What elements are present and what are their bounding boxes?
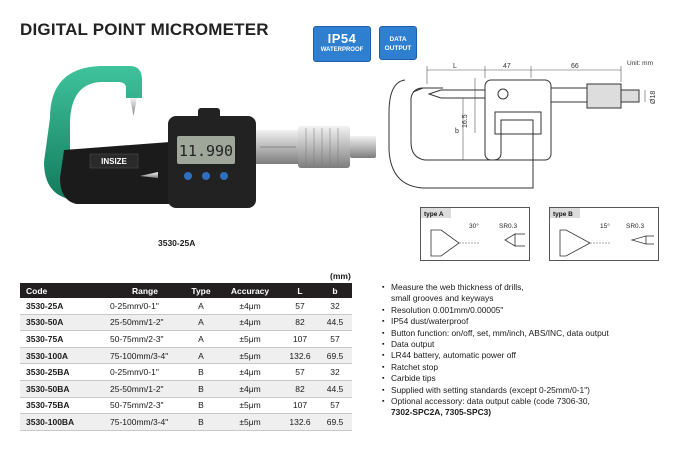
cell-code: 3530-100BA [20, 414, 106, 431]
feature-item-continued: 7302-SPC2A, 7305-SPC3) [391, 407, 492, 418]
table-row [20, 314, 352, 331]
button-1 [184, 172, 192, 180]
cell-b: 57 [318, 331, 352, 348]
cell-range: 50-75mm/2-3" [106, 331, 184, 348]
cell-b: 32 [318, 364, 352, 381]
cell-accuracy: ±4μm [218, 364, 282, 381]
cell-accuracy: ±5μm [218, 414, 282, 431]
anvil-point [130, 98, 137, 116]
cell-type: B [184, 364, 218, 381]
table-header-row [20, 283, 352, 298]
cell-b: 32 [318, 298, 352, 314]
cell-code: 3530-50A [20, 314, 106, 331]
cell-b: 44.5 [318, 380, 352, 397]
header-accuracy: Accuracy [218, 283, 282, 298]
cell-accuracy: ±4μm [218, 380, 282, 397]
cell-code: 3530-75BA [20, 397, 106, 414]
tip-a-angle: 30° [469, 223, 479, 230]
technical-drawing [383, 58, 683, 198]
cell-l: 132.6 [282, 414, 318, 431]
cell-type: A [184, 347, 218, 364]
cell-accuracy: ±5μm [218, 331, 282, 348]
table-row [20, 364, 352, 381]
cell-accuracy: ±5μm [218, 347, 282, 364]
ip54-badge [313, 26, 371, 62]
feature-item-continued: small grooves and keyways [391, 293, 494, 304]
dim-66: 66 [571, 63, 579, 70]
cell-l: 107 [282, 397, 318, 414]
tip-b-radius: SR0.3 [626, 223, 645, 230]
data-output-badge-line1: DATA [389, 36, 407, 43]
dim-16-5: 16.5 [462, 114, 469, 128]
tip-type-b [549, 207, 659, 261]
cell-l: 57 [282, 364, 318, 381]
tip-type-a [420, 207, 530, 261]
feature-item: ▪ Ratchet stop [382, 362, 682, 373]
tip-a-radius: SR0.3 [499, 223, 518, 230]
feature-item: ▪ Measure the web thickness of drills, [382, 282, 682, 293]
cell-accuracy: ±4μm [218, 298, 282, 314]
cell-type: A [184, 331, 218, 348]
dim-18: Ø18 [650, 90, 657, 104]
cell-range: 75-100mm/3-4" [106, 347, 184, 364]
data-output-badge-line2: OUTPUT [384, 45, 412, 52]
header-l: L [282, 283, 318, 298]
cell-accuracy: ±5μm [218, 397, 282, 414]
cell-b: 57 [318, 397, 352, 414]
feature-item: ▪ Resolution 0.001mm/0.00005" [382, 305, 682, 316]
cell-b: 69.5 [318, 414, 352, 431]
cell-code: 3530-75A [20, 331, 106, 348]
feature-list [382, 282, 682, 419]
drawing-lcd [495, 112, 541, 134]
table-row [20, 331, 352, 348]
data-output-badge [379, 26, 417, 60]
ratchet [350, 136, 376, 158]
cell-type: B [184, 397, 218, 414]
cell-code: 3530-25A [20, 298, 106, 314]
display-top-bump [198, 108, 220, 122]
table-row [20, 298, 352, 314]
cell-l: 57 [282, 298, 318, 314]
feature-item: ▪ IP54 dust/waterproof [382, 316, 682, 327]
feature-item: ▪ Optional accessory: data output cable (code 7306-30, [382, 396, 682, 407]
dim-b: b [455, 128, 459, 135]
table-row [20, 397, 352, 414]
cell-range: 25-50mm/1-2" [106, 314, 184, 331]
tip-b-label: type B [553, 211, 573, 218]
cell-type: A [184, 314, 218, 331]
feature-item: ▪ Data output [382, 339, 682, 350]
header-b: b [318, 283, 352, 298]
brand-logo: INSIZE [101, 157, 127, 166]
table-row [20, 380, 352, 397]
ip54-badge-sub: WATERPROOF [320, 47, 364, 53]
table-unit: (mm) [330, 271, 351, 281]
cell-range: 50-75mm/2-3" [106, 397, 184, 414]
cell-l: 82 [282, 314, 318, 331]
table-row [20, 347, 352, 364]
cell-l: 107 [282, 331, 318, 348]
cell-accuracy: ±4μm [218, 314, 282, 331]
cell-code: 3530-100A [20, 347, 106, 364]
cell-b: 44.5 [318, 314, 352, 331]
cell-code: 3530-50BA [20, 380, 106, 397]
table-row [20, 414, 352, 431]
cell-type: A [184, 298, 218, 314]
tip-b-angle: 15° [600, 223, 610, 230]
header-code: Code [20, 283, 106, 298]
cell-range: 0-25mm/0-1" [106, 364, 184, 381]
lcd-value: 11.990 [178, 142, 234, 160]
cell-l: 82 [282, 380, 318, 397]
cell-l: 132.6 [282, 347, 318, 364]
micrometer-photo [30, 58, 380, 233]
feature-item: ▪ Button function: on/off, set, mm/inch, ABS/INC, data output [382, 328, 682, 339]
dim-47: 47 [503, 63, 511, 70]
cell-type: B [184, 414, 218, 431]
header-type: Type [184, 283, 218, 298]
cell-range: 75-100mm/3-4" [106, 414, 184, 431]
feature-item: ▪ LR44 battery, automatic power off [382, 350, 682, 361]
spec-table [20, 283, 352, 431]
cell-code: 3530-25BA [20, 364, 106, 381]
cell-range: 25-50mm/1-2" [106, 380, 184, 397]
photo-caption: 3530-25A [158, 238, 196, 248]
drawing-unit: Unit: mm [627, 60, 653, 67]
header-range: Range [106, 283, 184, 298]
button-2 [202, 172, 210, 180]
feature-item: ▪ Carbide tips [382, 373, 682, 384]
button-3 [220, 172, 228, 180]
tip-a-label: type A [424, 211, 444, 218]
drawing-thimble [587, 84, 621, 108]
cell-b: 69.5 [318, 347, 352, 364]
ip54-badge-main: IP54 [327, 31, 357, 46]
cell-range: 0-25mm/0-1" [106, 298, 184, 314]
cell-type: B [184, 380, 218, 397]
dim-l: L [453, 63, 457, 70]
feature-item: ▪ Supplied with setting standards (except 0-25mm/0-1") [382, 385, 682, 396]
page-title: DIGITAL POINT MICROMETER [20, 20, 269, 39]
